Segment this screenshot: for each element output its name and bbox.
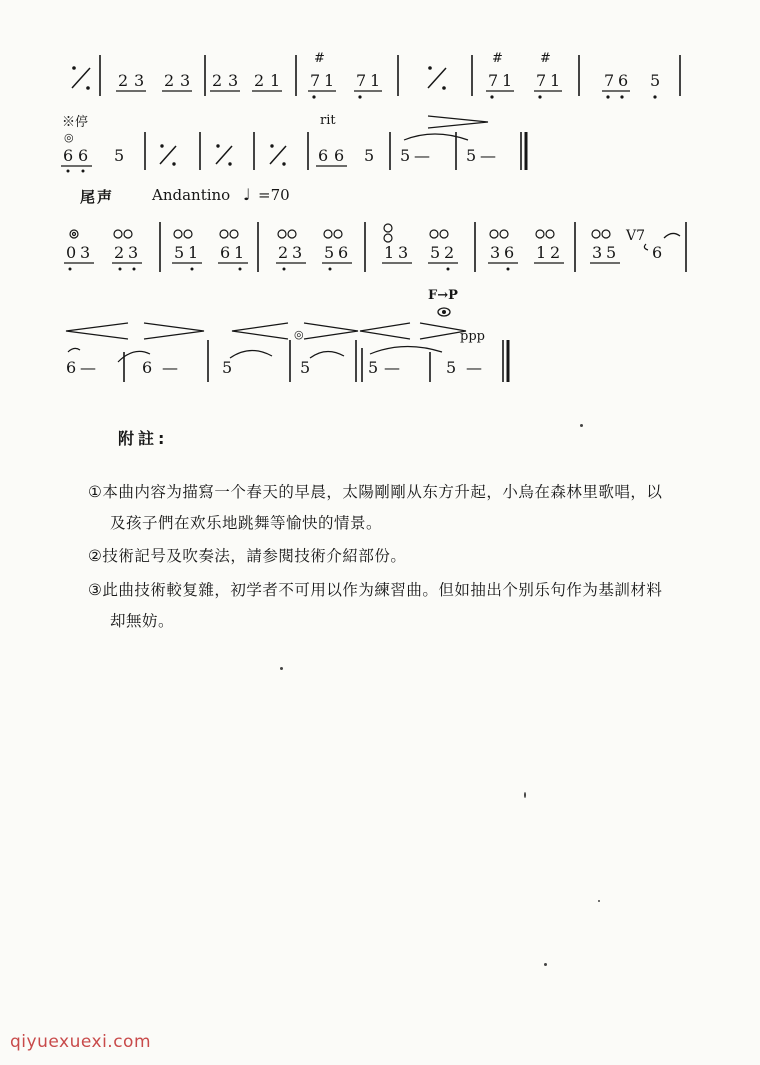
dash: — [466, 358, 482, 377]
dynamic-change: F→P [428, 288, 458, 303]
circle-mark: ◎ [64, 131, 74, 144]
note: 7 [310, 71, 321, 90]
note: 3 [398, 243, 409, 262]
note: 5 [368, 358, 379, 377]
note: 2 [550, 243, 561, 262]
note: 6 [142, 358, 153, 377]
note: 6 [63, 146, 74, 165]
note: 2 [444, 243, 455, 262]
scan-speck [524, 792, 526, 798]
note: 6 [338, 243, 349, 262]
sharp-sign: # [492, 51, 503, 66]
circle-mark: ◎ [294, 328, 304, 341]
note: 5 [364, 146, 375, 165]
note: 6 [652, 243, 663, 262]
note: 6 [78, 146, 89, 165]
note: 1 [234, 243, 245, 262]
scan-speck [598, 900, 600, 902]
repeat-sign-2 [428, 66, 446, 90]
dash: — [384, 358, 400, 377]
note: 7 [356, 71, 367, 90]
note: 2 [118, 71, 129, 90]
note: 6 [220, 243, 231, 262]
note: 7 [488, 71, 499, 90]
coda-label: 尾声 [80, 188, 115, 206]
quarter-note-icon: ♩ [243, 185, 251, 204]
fermata-mark: ※停 [62, 115, 89, 130]
note: 6 [504, 243, 515, 262]
tie [404, 134, 468, 140]
note-line: ②技術記号及吹奏法，請参閱技術介紹部份。 [88, 547, 407, 565]
decrescendo-hairpin [428, 116, 488, 128]
note: 1 [502, 71, 513, 90]
note: 3 [592, 243, 603, 262]
note: 1 [384, 243, 395, 262]
note: 6 [318, 146, 329, 165]
note: 3 [490, 243, 501, 262]
note: 3 [134, 71, 145, 90]
note: 3 [128, 243, 139, 262]
dash: — [80, 358, 96, 377]
scan-speck [580, 424, 583, 427]
note: 5 [300, 358, 311, 377]
score-row-4 [66, 288, 508, 382]
note-line: 及孩子們在欢乐地跳舞等愉快的情景。 [110, 514, 383, 532]
note: 1 [370, 71, 381, 90]
hairpins [66, 323, 466, 339]
notes-title: 附註: [118, 429, 169, 448]
note: 2 [114, 243, 125, 262]
rit-label: rit [320, 113, 336, 128]
tempo-marking: Andantino [152, 186, 231, 204]
note: 5 [174, 243, 185, 262]
note: 2 [278, 243, 289, 262]
slur [664, 233, 680, 238]
scan-speck [544, 963, 547, 966]
dash: — [162, 358, 178, 377]
note: 1 [536, 243, 547, 262]
note: 7 [604, 71, 615, 90]
breath-mark [644, 244, 648, 250]
note: 5 [114, 146, 125, 165]
note: 7 [536, 71, 547, 90]
note: 6 [334, 146, 345, 165]
v-mark: V7 [626, 228, 646, 244]
dash: — [414, 146, 430, 165]
note: 5 [324, 243, 335, 262]
note: 2 [212, 71, 223, 90]
notation-score [0, 0, 760, 420]
note: 5 [606, 243, 617, 262]
note: 2 [164, 71, 175, 90]
note: 6 [66, 358, 77, 377]
note: 1 [188, 243, 199, 262]
note: 1 [550, 71, 561, 90]
score-row-3 [64, 222, 686, 272]
note: 3 [292, 243, 303, 262]
note: 3 [180, 71, 191, 90]
note: 3 [80, 243, 91, 262]
note-line: ①本曲内容为描寫一个春天的早晨，太陽剛剛从东方升起，小烏在森林里歌唱，以 [88, 483, 663, 501]
sharp-sign: # [314, 51, 325, 66]
tempo-value: =70 [258, 186, 290, 204]
note: 0 [66, 243, 77, 262]
score-row-2 [61, 113, 526, 173]
note: 6 [618, 71, 629, 90]
note: 2 [254, 71, 265, 90]
note: 1 [324, 71, 335, 90]
dynamic-end: ppp [460, 329, 485, 344]
tie [310, 351, 344, 358]
score-row-1 [72, 51, 680, 99]
note-line: 却無妨。 [110, 612, 175, 630]
note: 5 [400, 146, 411, 165]
dash: — [480, 146, 496, 165]
repeat-sign-1 [72, 66, 90, 90]
tie [68, 348, 80, 352]
note: 5 [466, 146, 477, 165]
note-line: ③此曲技術較复雜，初学者不可用以作为練習曲。但如抽出个别乐句作为基訓材料 [88, 581, 663, 599]
tie [370, 346, 442, 354]
note: 3 [228, 71, 239, 90]
note: 5 [430, 243, 441, 262]
tie [230, 350, 272, 358]
scan-speck [280, 667, 283, 670]
note: 5 [650, 71, 661, 90]
sharp-sign: # [540, 51, 551, 66]
watermark: qiyuexuexi.com [10, 1032, 151, 1052]
note: 5 [446, 358, 457, 377]
note: 1 [270, 71, 281, 90]
note: 5 [222, 358, 233, 377]
